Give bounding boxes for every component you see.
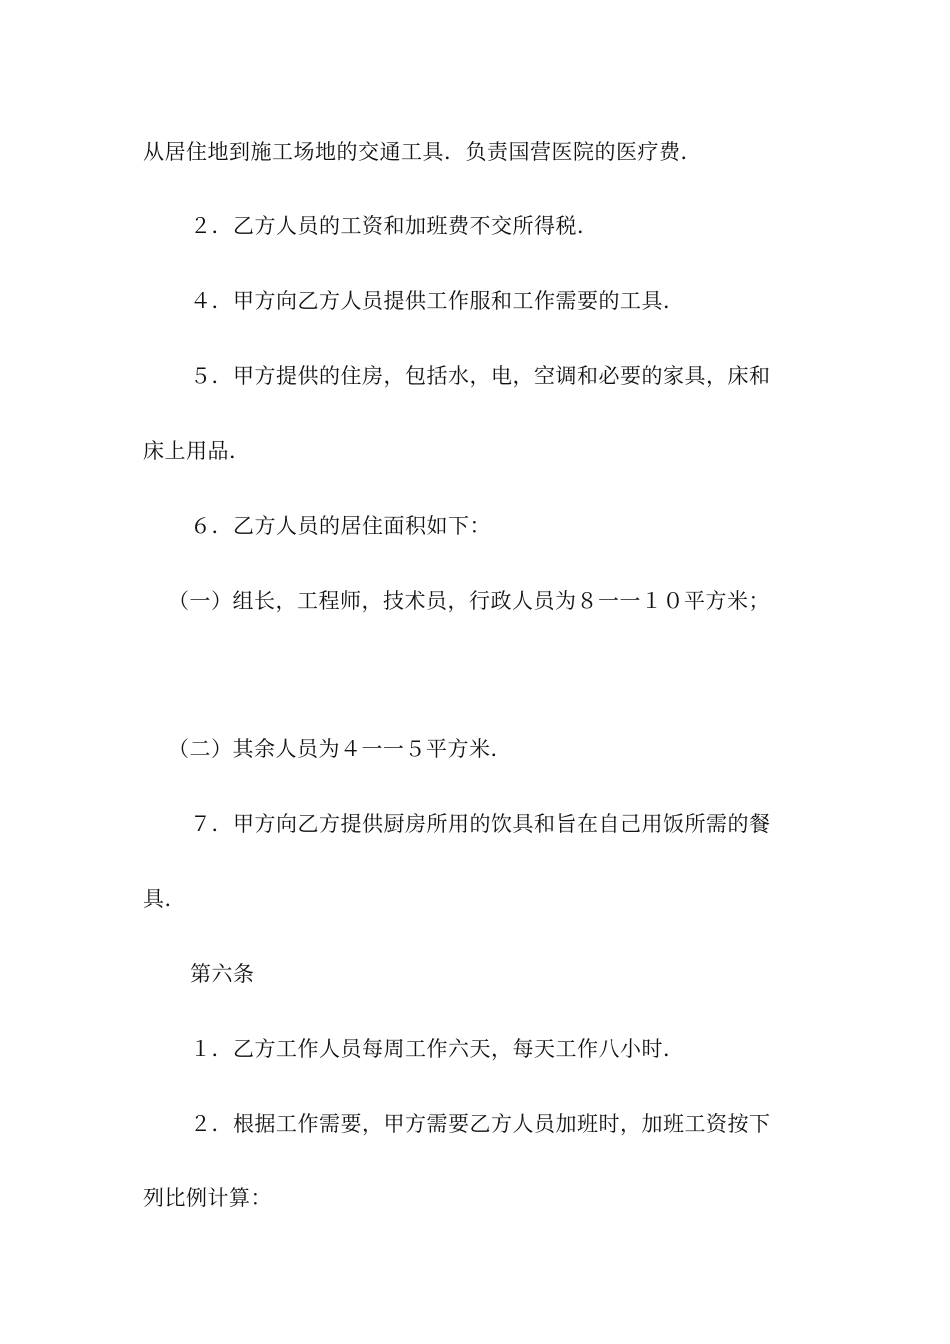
paragraph-line: 具． (143, 887, 186, 911)
paragraph-line: ７．甲方向乙方提供厨房所用的饮具和旨在自己用饭所需的餐 (190, 812, 771, 836)
paragraph-line: ６．乙方人员的居住面积如下： (190, 514, 491, 538)
paragraph-line: ５．甲方提供的住房，包括水，电，空调和必要的家具，床和 (190, 364, 771, 388)
paragraph-line: １．乙方工作人员每周工作六天，每天工作八小时． (190, 1037, 685, 1061)
paragraph-line: ２．根据工作需要，甲方需要乙方人员加班时，加班工资按下 (190, 1112, 771, 1136)
paragraph-line: 列比例计算： (143, 1186, 272, 1210)
section-heading: 第六条 (190, 962, 255, 986)
paragraph-line: （一）组长，工程师，技术员，行政人员为８一一１０平方米； (168, 589, 770, 613)
paragraph-line: 从居住地到施工场地的交通工具．负责国营医院的医疗费． (143, 140, 702, 164)
paragraph-line: ４．甲方向乙方人员提供工作服和工作需要的工具． (190, 289, 685, 313)
paragraph-line: （二）其余人员为４一一５平方米． (168, 737, 512, 761)
paragraph-line: ２．乙方人员的工资和加班费不交所得税． (190, 214, 599, 238)
paragraph-line: 床上用品． (143, 439, 251, 463)
